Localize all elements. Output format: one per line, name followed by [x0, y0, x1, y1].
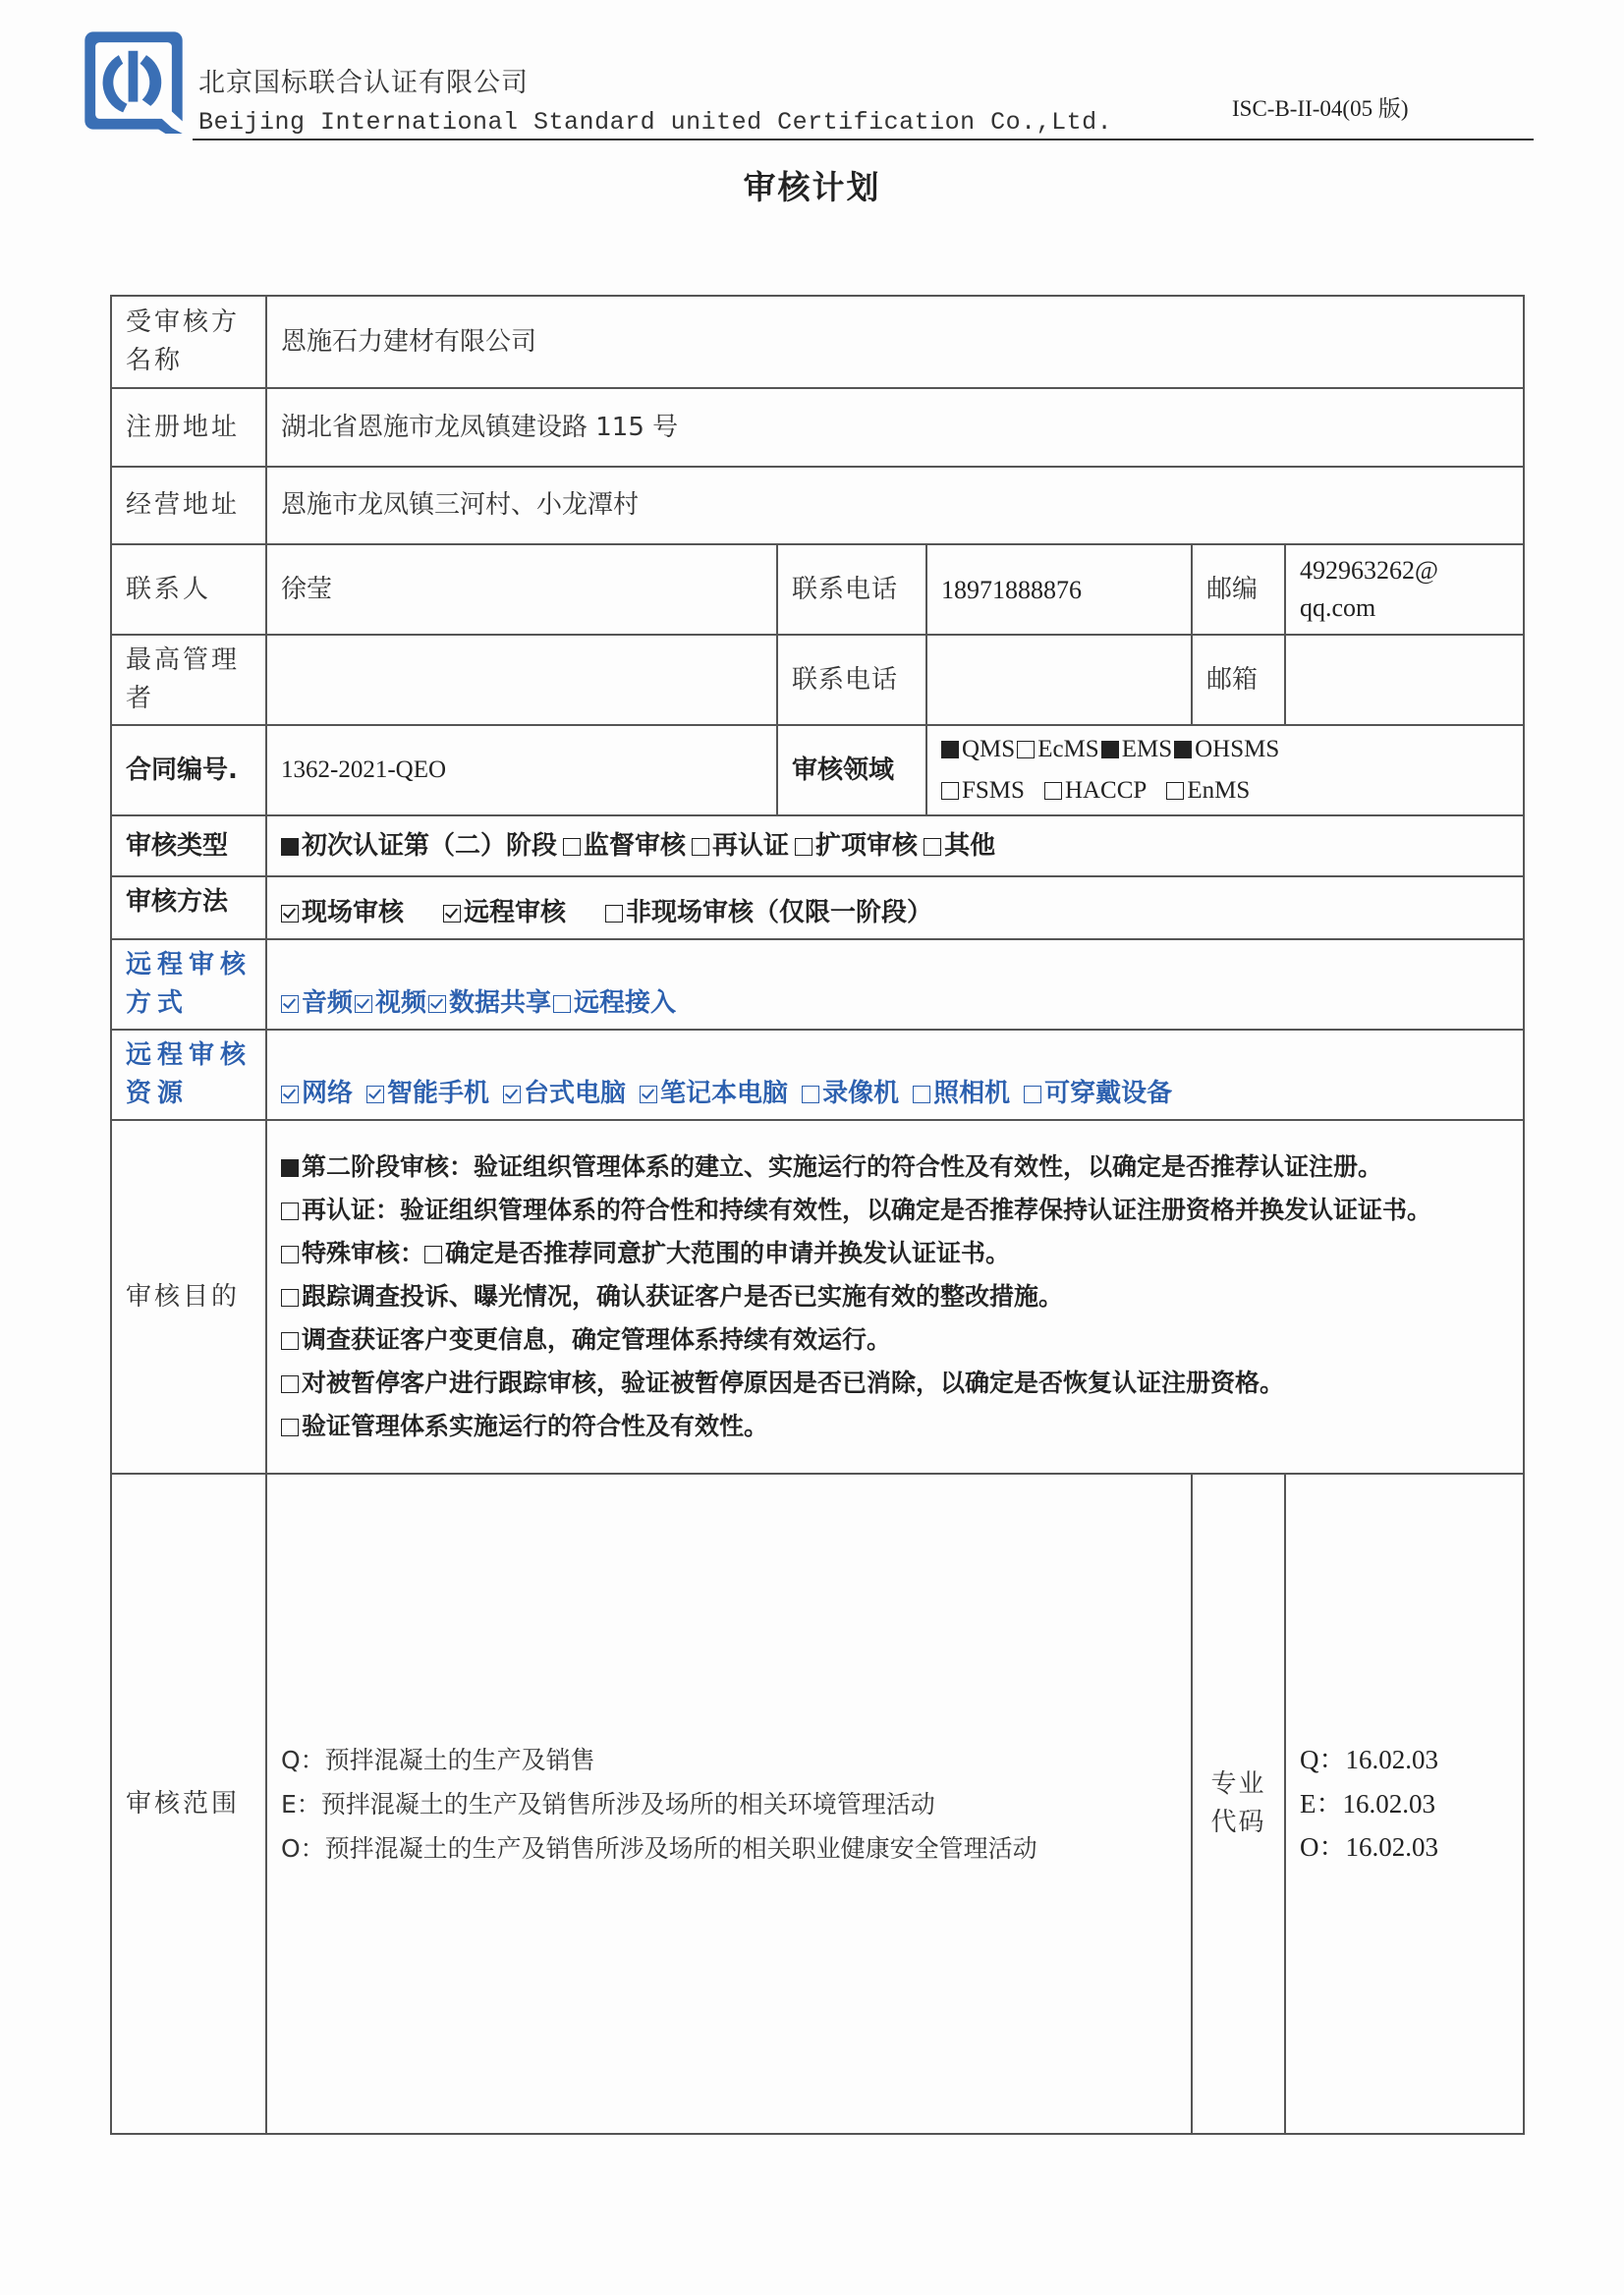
audit-scope-item: E：预拌混凝土的生产及销售所涉及场所的相关环境管理活动 [281, 1789, 935, 1819]
remote-resource-option[interactable] [281, 1075, 353, 1113]
empty-checkbox-icon[interactable] [913, 1086, 930, 1103]
remote-resource-option[interactable] [503, 1075, 626, 1113]
registered-address-label: 注册地址 [111, 388, 266, 467]
remote-resource-option-label: 照相机 [933, 1079, 1011, 1108]
remote-resource-option[interactable] [913, 1075, 1010, 1113]
audit-domain-option[interactable] [941, 770, 1025, 812]
empty-checkbox-icon[interactable] [281, 1375, 299, 1393]
row-auditee-name [111, 296, 1524, 388]
audit-purpose-text: 第二阶段审核：验证组织管理体系的建立、实施运行的符合性及有效性，以确定是否推荐认证注册。 [302, 1152, 1383, 1181]
empty-checkbox-icon[interactable] [281, 1246, 299, 1263]
row-audit-purpose [111, 1120, 1524, 1474]
remote-mode-option[interactable] [553, 984, 676, 1023]
row-audit-type [111, 815, 1524, 876]
remote-resources-label-line2: 资源 [126, 1079, 190, 1108]
audit-method-option-label: 现场审核 [302, 898, 405, 927]
specialty-code-list [1285, 1474, 1524, 2134]
remote-resource-option[interactable] [640, 1075, 788, 1113]
audit-scope-label: 审核范围 [111, 1474, 266, 2134]
audit-method-option-label: 远程审核 [464, 898, 567, 927]
audit-purpose-item[interactable] [281, 1146, 1509, 1189]
checked-checkbox-icon[interactable] [281, 905, 299, 923]
top-management-phone [926, 635, 1192, 725]
remote-mode-option-label: 远程接入 [574, 988, 677, 1018]
remote-resources-label [111, 1030, 266, 1120]
specialty-code-label [1192, 1474, 1285, 2134]
audit-method-option[interactable] [281, 894, 404, 932]
audit-domain-option[interactable] [1166, 770, 1250, 812]
filled-checkbox-icon[interactable] [1174, 741, 1192, 758]
empty-checkbox-icon[interactable] [941, 782, 959, 800]
checked-checkbox-icon[interactable] [281, 1086, 299, 1103]
remote-mode-option-label: 音频 [302, 988, 354, 1018]
audit-type-option[interactable] [281, 827, 557, 866]
checked-checkbox-icon[interactable] [503, 1086, 521, 1103]
audit-method-option[interactable] [443, 894, 566, 932]
audit-domain-option[interactable] [1174, 729, 1279, 771]
audit-plan-table [110, 295, 1525, 2135]
audit-scope-item: O：预拌混凝土的生产及销售所涉及场所的相关职业健康安全管理活动 [281, 1833, 1037, 1863]
email-label: 邮箱 [1192, 635, 1285, 725]
row-operating-address [111, 467, 1524, 544]
top-management-name [266, 635, 777, 725]
audit-type-option-label: 其他 [944, 830, 996, 861]
remote-mode-label-line1: 远程审核 [126, 950, 252, 980]
remote-mode-label-line2: 方式 [126, 988, 190, 1018]
audit-purpose-list [266, 1120, 1524, 1474]
contact-phone-label: 联系电话 [777, 544, 926, 635]
operating-address-label: 经营地址 [111, 467, 266, 544]
audit-method-options [266, 876, 1524, 939]
audit-purpose-item[interactable] [281, 1405, 1509, 1448]
audit-domain-option-label: QMS [962, 735, 1016, 762]
audit-type-option[interactable] [692, 827, 789, 866]
page-title: 审核计划 [743, 168, 881, 206]
row-contract [111, 725, 1524, 815]
contract-number: 1362-2021-QEO [266, 725, 777, 815]
remote-mode-option-label: 视频 [375, 988, 427, 1018]
audit-purpose-subtext: 确定是否推荐同意扩大范围的申请并换发认证证书。 [445, 1239, 1011, 1267]
audit-scope-list [266, 1474, 1192, 2134]
checked-checkbox-icon[interactable] [428, 995, 446, 1013]
audit-domains [926, 725, 1524, 815]
document-code: ISC-B-II-04(05 版) [1232, 96, 1409, 121]
audit-purpose-item[interactable] [281, 1318, 1509, 1362]
audit-domain-option-label: EMS [1121, 735, 1173, 762]
specialty-code-item: E：16.02.03 [1300, 1788, 1435, 1819]
empty-checkbox-icon[interactable] [281, 1332, 299, 1350]
empty-checkbox-icon[interactable] [281, 1203, 299, 1220]
audit-method-option[interactable] [605, 894, 932, 932]
row-top-management [111, 635, 1524, 725]
audit-purpose-item[interactable] [281, 1189, 1509, 1232]
audit-purpose-item[interactable] [281, 1232, 1509, 1275]
checked-checkbox-icon[interactable] [443, 905, 461, 923]
audit-domain-option-label: EcMS [1037, 735, 1099, 762]
empty-checkbox-icon[interactable] [1017, 741, 1035, 758]
zip-value-line2: qq.com [1300, 593, 1376, 622]
empty-checkbox-icon[interactable] [605, 905, 623, 923]
empty-checkbox-icon[interactable] [1044, 782, 1062, 800]
checked-checkbox-icon[interactable] [355, 995, 372, 1013]
audit-scope-item: Q：预拌混凝土的生产及销售 [281, 1745, 595, 1774]
audit-domain-option-label: OHSMS [1195, 735, 1280, 762]
empty-checkbox-icon[interactable] [1166, 782, 1184, 800]
remote-resource-option[interactable] [366, 1075, 489, 1113]
specialty-code-item: O：16.02.03 [1300, 1832, 1438, 1863]
row-registered-address [111, 388, 1524, 467]
filled-checkbox-icon[interactable] [281, 1159, 299, 1177]
contract-number-label: 合同编号. [111, 725, 266, 815]
audit-purpose-text: 再认证：验证组织管理体系的符合性和持续有效性，以确定是否推荐保持认证注册资格并换发认证证书。 [302, 1196, 1432, 1224]
audit-type-label: 审核类型 [111, 815, 266, 876]
remote-resource-option-label: 可穿戴设备 [1044, 1079, 1173, 1108]
company-name-cn: 北京国标联合认证有限公司 [198, 68, 529, 98]
audit-purpose-text: 跟踪调查投诉、曝光情况，确认获证客户是否已实施有效的整改措施。 [302, 1282, 1064, 1311]
empty-checkbox-icon[interactable] [802, 1086, 819, 1103]
contact-phone: 18971888876 [926, 544, 1192, 635]
row-remote-resources [111, 1030, 1524, 1120]
empty-checkbox-icon[interactable] [281, 1419, 299, 1436]
empty-checkbox-icon[interactable] [692, 838, 709, 856]
top-management-email [1285, 635, 1524, 725]
remote-resource-option-label: 笔记本电脑 [660, 1079, 789, 1108]
remote-resource-option-label: 录像机 [822, 1079, 900, 1108]
registered-address: 湖北省恩施市龙凤镇建设路 115 号 [266, 388, 1524, 467]
empty-checkbox-icon[interactable] [795, 838, 812, 856]
empty-checkbox-icon[interactable] [424, 1246, 442, 1263]
audit-type-option-label: 初次认证第（二）阶段 [302, 830, 558, 861]
remote-resources-options [266, 1030, 1524, 1120]
remote-mode-option[interactable] [428, 984, 551, 1023]
row-audit-method [111, 876, 1524, 939]
audit-purpose-label: 审核目的 [111, 1120, 266, 1474]
audit-domains-row-2 [941, 770, 1509, 812]
remote-resource-option-label: 网络 [302, 1079, 354, 1108]
audit-domain-option[interactable] [941, 729, 1015, 771]
audit-type-option-label: 监督审核 [584, 830, 687, 861]
empty-checkbox-icon[interactable] [553, 995, 571, 1013]
row-contact [111, 544, 1524, 635]
zip-value-line1: 492963262@ [1300, 556, 1438, 586]
audit-domain-option[interactable] [1044, 770, 1147, 812]
audit-purpose-text: 验证管理体系实施运行的符合性及有效性。 [302, 1412, 769, 1440]
remote-resource-option[interactable] [1024, 1075, 1172, 1113]
audit-type-option-label: 扩项审核 [815, 830, 919, 861]
remote-resource-option-label: 智能手机 [387, 1079, 490, 1108]
remote-mode-options [266, 939, 1524, 1030]
contact-name: 徐莹 [266, 544, 777, 635]
audit-method-option-label: 非现场审核（仅限一阶段） [626, 898, 933, 927]
company-name-en: Beijing International Standard united Certification Co.,Ltd. [198, 108, 1113, 137]
audit-domains-row-1 [941, 729, 1509, 771]
audit-type-options [266, 815, 1524, 876]
filled-checkbox-icon[interactable] [281, 838, 299, 856]
audit-type-option[interactable] [563, 827, 686, 866]
specialty-code-label-line2: 代码 [1210, 1808, 1266, 1837]
row-audit-scope [111, 1474, 1524, 2134]
empty-checkbox-icon[interactable] [281, 1289, 299, 1307]
company-logo [81, 28, 187, 134]
audit-domain-option-label: FSMS [962, 777, 1025, 804]
remote-resources-label-line1: 远程审核 [126, 1040, 252, 1070]
remote-mode-option-label: 数据共享 [449, 988, 552, 1018]
audit-type-option-label: 再认证 [712, 830, 790, 861]
audit-domain-option-label: HACCP [1064, 777, 1148, 804]
audit-domain-label: 审核领域 [777, 725, 926, 815]
auditee-name: 恩施石力建材有限公司 [266, 296, 1524, 388]
remote-mode-option[interactable] [281, 984, 353, 1023]
audit-domain-option[interactable] [1101, 729, 1172, 771]
audit-type-option[interactable] [795, 827, 918, 866]
audit-domain-option-label: EnMS [1187, 777, 1251, 804]
remote-mode-label [111, 939, 266, 1030]
remote-resource-option-label: 台式电脑 [524, 1079, 627, 1108]
filled-checkbox-icon[interactable] [941, 741, 959, 758]
audit-purpose-text: 特殊审核： [302, 1239, 425, 1267]
auditee-name-label: 受审核方名称 [111, 296, 266, 388]
audit-method-label: 审核方法 [111, 876, 266, 939]
remote-mode-option[interactable] [355, 984, 426, 1023]
checked-checkbox-icon[interactable] [366, 1086, 384, 1103]
operating-address: 恩施市龙凤镇三河村、小龙潭村 [266, 467, 1524, 544]
specialty-code-label-line1: 专业 [1210, 1769, 1266, 1799]
checked-checkbox-icon[interactable] [640, 1086, 657, 1103]
audit-purpose-text: 调查获证客户变更信息，确定管理体系持续有效运行。 [302, 1325, 892, 1354]
audit-purpose-item[interactable] [281, 1362, 1509, 1405]
contact-label: 联系人 [111, 544, 266, 635]
checked-checkbox-icon[interactable] [281, 995, 299, 1013]
empty-checkbox-icon[interactable] [924, 838, 941, 856]
zip-value [1285, 544, 1524, 635]
empty-checkbox-icon[interactable] [563, 838, 581, 856]
remote-resource-option[interactable] [802, 1075, 899, 1113]
zip-label: 邮编 [1192, 544, 1285, 635]
filled-checkbox-icon[interactable] [1101, 741, 1119, 758]
empty-checkbox-icon[interactable] [1024, 1086, 1041, 1103]
top-management-label: 最高管理者 [111, 635, 266, 725]
header-divider [193, 139, 1534, 140]
row-remote-mode [111, 939, 1524, 1030]
specialty-code-item: Q：16.02.03 [1300, 1745, 1438, 1775]
audit-purpose-item[interactable] [281, 1275, 1509, 1318]
audit-purpose-text: 对被暂停客户进行跟踪审核，验证被暂停原因是否已消除，以确定是否恢复认证注册资格。 [302, 1369, 1285, 1397]
audit-type-option[interactable] [924, 827, 995, 866]
audit-domain-option[interactable] [1017, 729, 1099, 771]
top-management-phone-label: 联系电话 [777, 635, 926, 725]
